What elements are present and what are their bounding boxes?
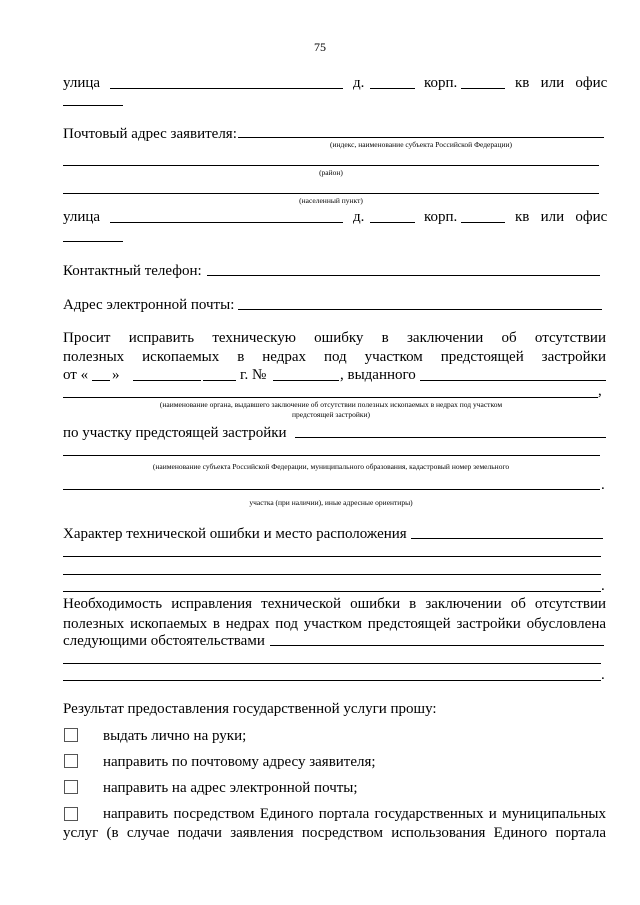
postal-address-label: Почтовый адрес заявителя: xyxy=(63,126,237,142)
request-line-1: Просит исправить техническую ошибку в заключении об отсутствии xyxy=(63,330,606,346)
quote-close: » xyxy=(112,367,120,383)
option-checkbox-4[interactable] xyxy=(64,807,78,821)
necessity-line-3: следующими обстоятельствами xyxy=(63,633,265,649)
locality-caption: (населенный пункт) xyxy=(299,196,363,205)
necessity-dot: . xyxy=(601,667,605,683)
from-label: от « xyxy=(63,367,89,383)
apartment-field-2[interactable] xyxy=(63,241,123,242)
page-number: 75 xyxy=(314,40,326,54)
necessity-line-1: Необходимость исправления технической ошибки в заключении об отсутствии xyxy=(63,596,606,612)
issued-label: , выданного xyxy=(340,367,416,383)
year-number-label: г. № xyxy=(240,367,267,383)
error-nature-field-2[interactable] xyxy=(63,556,601,557)
district-field[interactable] xyxy=(63,165,599,166)
issuing-org-caption-2: предстоящей застройки) xyxy=(291,410,371,419)
necessity-line-2: полезных ископаемых в недрах под участком предстоящей застройки обусловлена xyxy=(63,616,606,632)
street-field[interactable] xyxy=(110,88,343,89)
apartment-label: кв или офис xyxy=(515,75,608,91)
issuing-org-caption-1: (наименование органа, выдавшего заключение об отсутствии полезных ископаемых в недрах под участком xyxy=(159,400,503,409)
issued-by-field-cont[interactable] xyxy=(63,397,598,398)
postal-index-field[interactable] xyxy=(238,137,604,138)
number-field[interactable] xyxy=(273,380,339,381)
plot-caption-2: участка (при наличии), иные адресные ориентиры) xyxy=(249,498,413,507)
postal-index-caption: (индекс, наименование субъекта Российской Федерации) xyxy=(330,140,512,149)
issued-comma: , xyxy=(598,383,602,399)
result-heading: Результат предоставления государственной услуги прошу: xyxy=(63,701,437,717)
district-caption: (район) xyxy=(319,168,343,177)
street-label-2: улица xyxy=(63,209,101,225)
email-field[interactable] xyxy=(238,309,602,310)
phone-label: Контактный телефон: xyxy=(63,263,202,279)
option-checkbox-2[interactable] xyxy=(64,754,78,768)
year-field[interactable] xyxy=(203,380,236,381)
option-label-2: направить по почтовому адресу заявителя; xyxy=(103,754,376,770)
apartment-field[interactable] xyxy=(63,105,123,106)
locality-field[interactable] xyxy=(63,193,599,194)
street-label: улица xyxy=(63,75,101,91)
phone-field[interactable] xyxy=(207,275,600,276)
option-4-continuation: услуг (в случае подачи заявления посредством использования Единого портала xyxy=(63,825,606,841)
option-label-3: направить на адрес электронной почты; xyxy=(103,780,358,796)
building-field-2[interactable] xyxy=(461,222,505,223)
necessity-field-3[interactable] xyxy=(63,680,601,681)
house-field[interactable] xyxy=(370,88,415,89)
error-nature-field-3[interactable] xyxy=(63,574,601,575)
day-field[interactable] xyxy=(92,380,110,381)
option-label-1: выдать лично на руки; xyxy=(103,728,247,744)
necessity-field-2[interactable] xyxy=(63,663,601,664)
error-nature-dot: . xyxy=(601,578,605,594)
plot-dot: . xyxy=(601,477,605,493)
issued-by-field[interactable] xyxy=(420,380,606,381)
building-label: корп. xyxy=(424,75,458,91)
necessity-field-1[interactable] xyxy=(270,645,604,646)
email-label: Адрес электронной почты: xyxy=(63,297,235,313)
option-label-4: направить посредством Единого портала государственных и муниципальных xyxy=(103,806,606,822)
house-label-2: д. xyxy=(353,209,365,225)
plot-caption-1: (наименование субъекта Российской Федерации, муниципального образования, кадастровый номер земельного xyxy=(152,462,510,471)
option-checkbox-1[interactable] xyxy=(64,728,78,742)
plot-field-2[interactable] xyxy=(63,455,600,456)
plot-label: по участку предстоящей застройки xyxy=(63,425,287,441)
apartment-label-2: кв или офис xyxy=(515,209,608,225)
house-label: д. xyxy=(353,75,365,91)
building-field[interactable] xyxy=(461,88,505,89)
plot-field[interactable] xyxy=(295,437,606,438)
plot-field-3[interactable] xyxy=(63,489,600,490)
street-field-2[interactable] xyxy=(110,222,343,223)
error-nature-field-4[interactable] xyxy=(63,591,601,592)
building-label-2: корп. xyxy=(424,209,458,225)
error-nature-label: Характер технической ошибки и место расположения xyxy=(63,526,407,542)
month-field[interactable] xyxy=(133,380,201,381)
house-field-2[interactable] xyxy=(370,222,415,223)
error-nature-field-1[interactable] xyxy=(411,538,603,539)
request-line-2: полезных ископаемых в недрах под участком предстоящей застройки xyxy=(63,349,606,365)
option-checkbox-3[interactable] xyxy=(64,780,78,794)
